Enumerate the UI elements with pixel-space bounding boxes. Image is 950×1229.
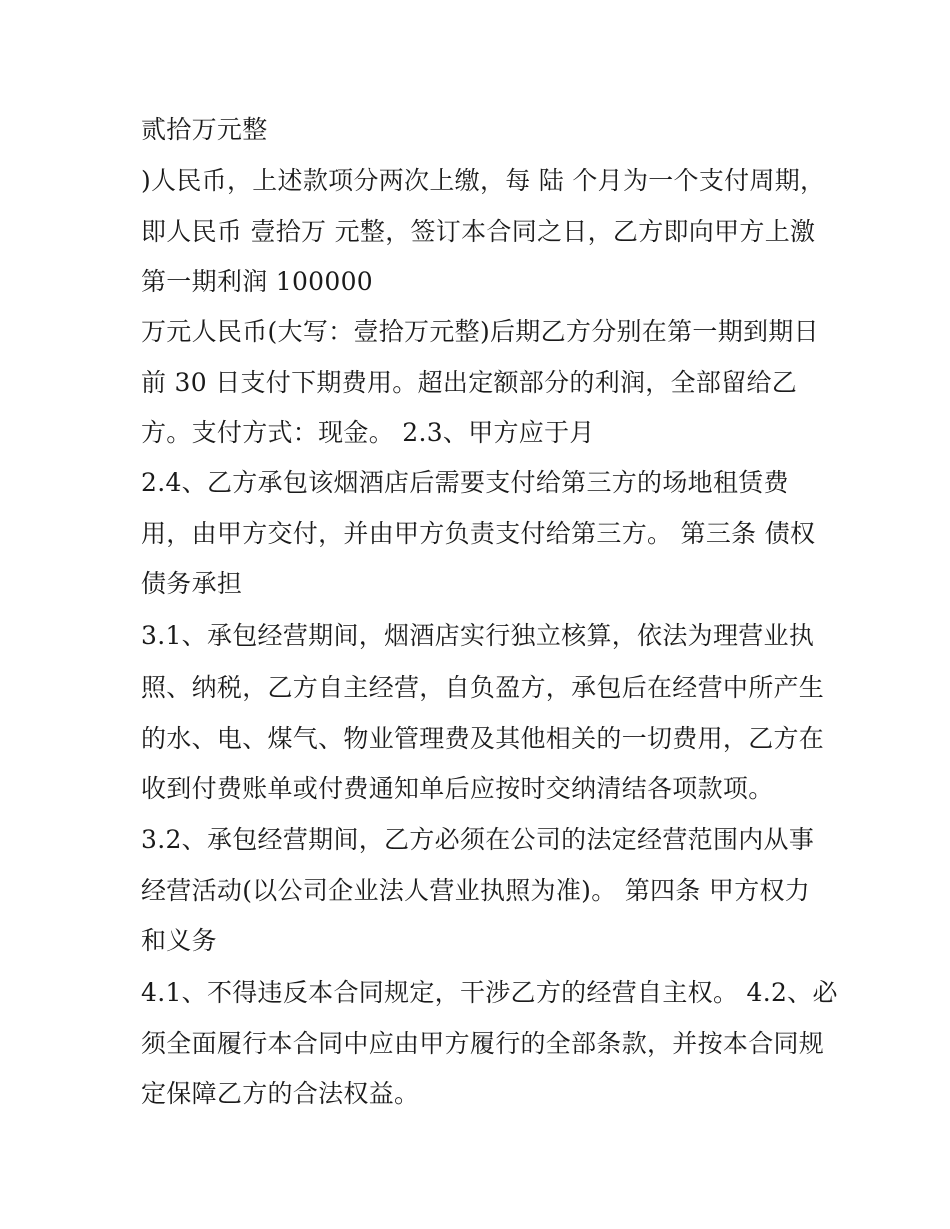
text-line-16: 经营活动(以公司企业法人营业执照为准)。 第四条 甲方权力 bbox=[141, 876, 811, 905]
text-line-18: 4.1、不得违反本合同规定，干涉乙方的经营自主权。 4.2、必 bbox=[141, 978, 838, 1007]
text-line-14: 收到付费账单或付费通知单后应按时交纳清结各项款项。 bbox=[141, 774, 774, 803]
text-line-2: )人民币，上述款项分两次上缴，每 陆 个月为一个支付周期， bbox=[141, 166, 826, 195]
text-line-20: 定保障乙方的合法权益。 bbox=[141, 1079, 420, 1108]
text-line-1: 贰拾万元整 bbox=[141, 115, 268, 144]
text-line-19: 须全面履行本合同中应由甲方履行的全部条款，并按本合同规 bbox=[141, 1029, 825, 1058]
text-line-6: 前 30 日支付下期费用。超出定额部分的利润，全部留给乙 bbox=[141, 368, 798, 397]
text-line-8: 2.4、乙方承包该烟酒店后需要支付给第三方的场地租赁费 bbox=[141, 468, 789, 497]
text-line-12: 照、纳税，乙方自主经营，自负盈方，承包后在经营中所产生 bbox=[141, 673, 825, 702]
text-line-4: 第一期利润 100000 bbox=[141, 267, 373, 296]
text-line-3: 即人民币 壹拾万 元整，签订本合同之日，乙方即向甲方上激 bbox=[141, 217, 816, 246]
text-line-15: 3.2、承包经营期间，乙方必须在公司的法定经营范围内从事 bbox=[141, 825, 815, 854]
text-line-10: 债务承担 bbox=[141, 569, 243, 598]
text-line-5: 万元人民币(大写：壹拾万元整)后期乙方分别在第一期到期日 bbox=[141, 317, 819, 346]
text-line-11: 3.1、承包经营期间，烟酒店实行独立核算，依法为理营业执 bbox=[141, 621, 815, 650]
text-line-7: 方。支付方式：现金。 2.3、甲方应于月 bbox=[141, 418, 595, 447]
text-line-17: 和义务 bbox=[141, 926, 217, 955]
text-line-9: 用，由甲方交付，并由甲方负责支付给第三方。 第三条 债权 bbox=[141, 519, 816, 548]
text-line-13: 的水、电、煤气、物业管理费及其他相关的一切费用，乙方在 bbox=[141, 724, 825, 753]
